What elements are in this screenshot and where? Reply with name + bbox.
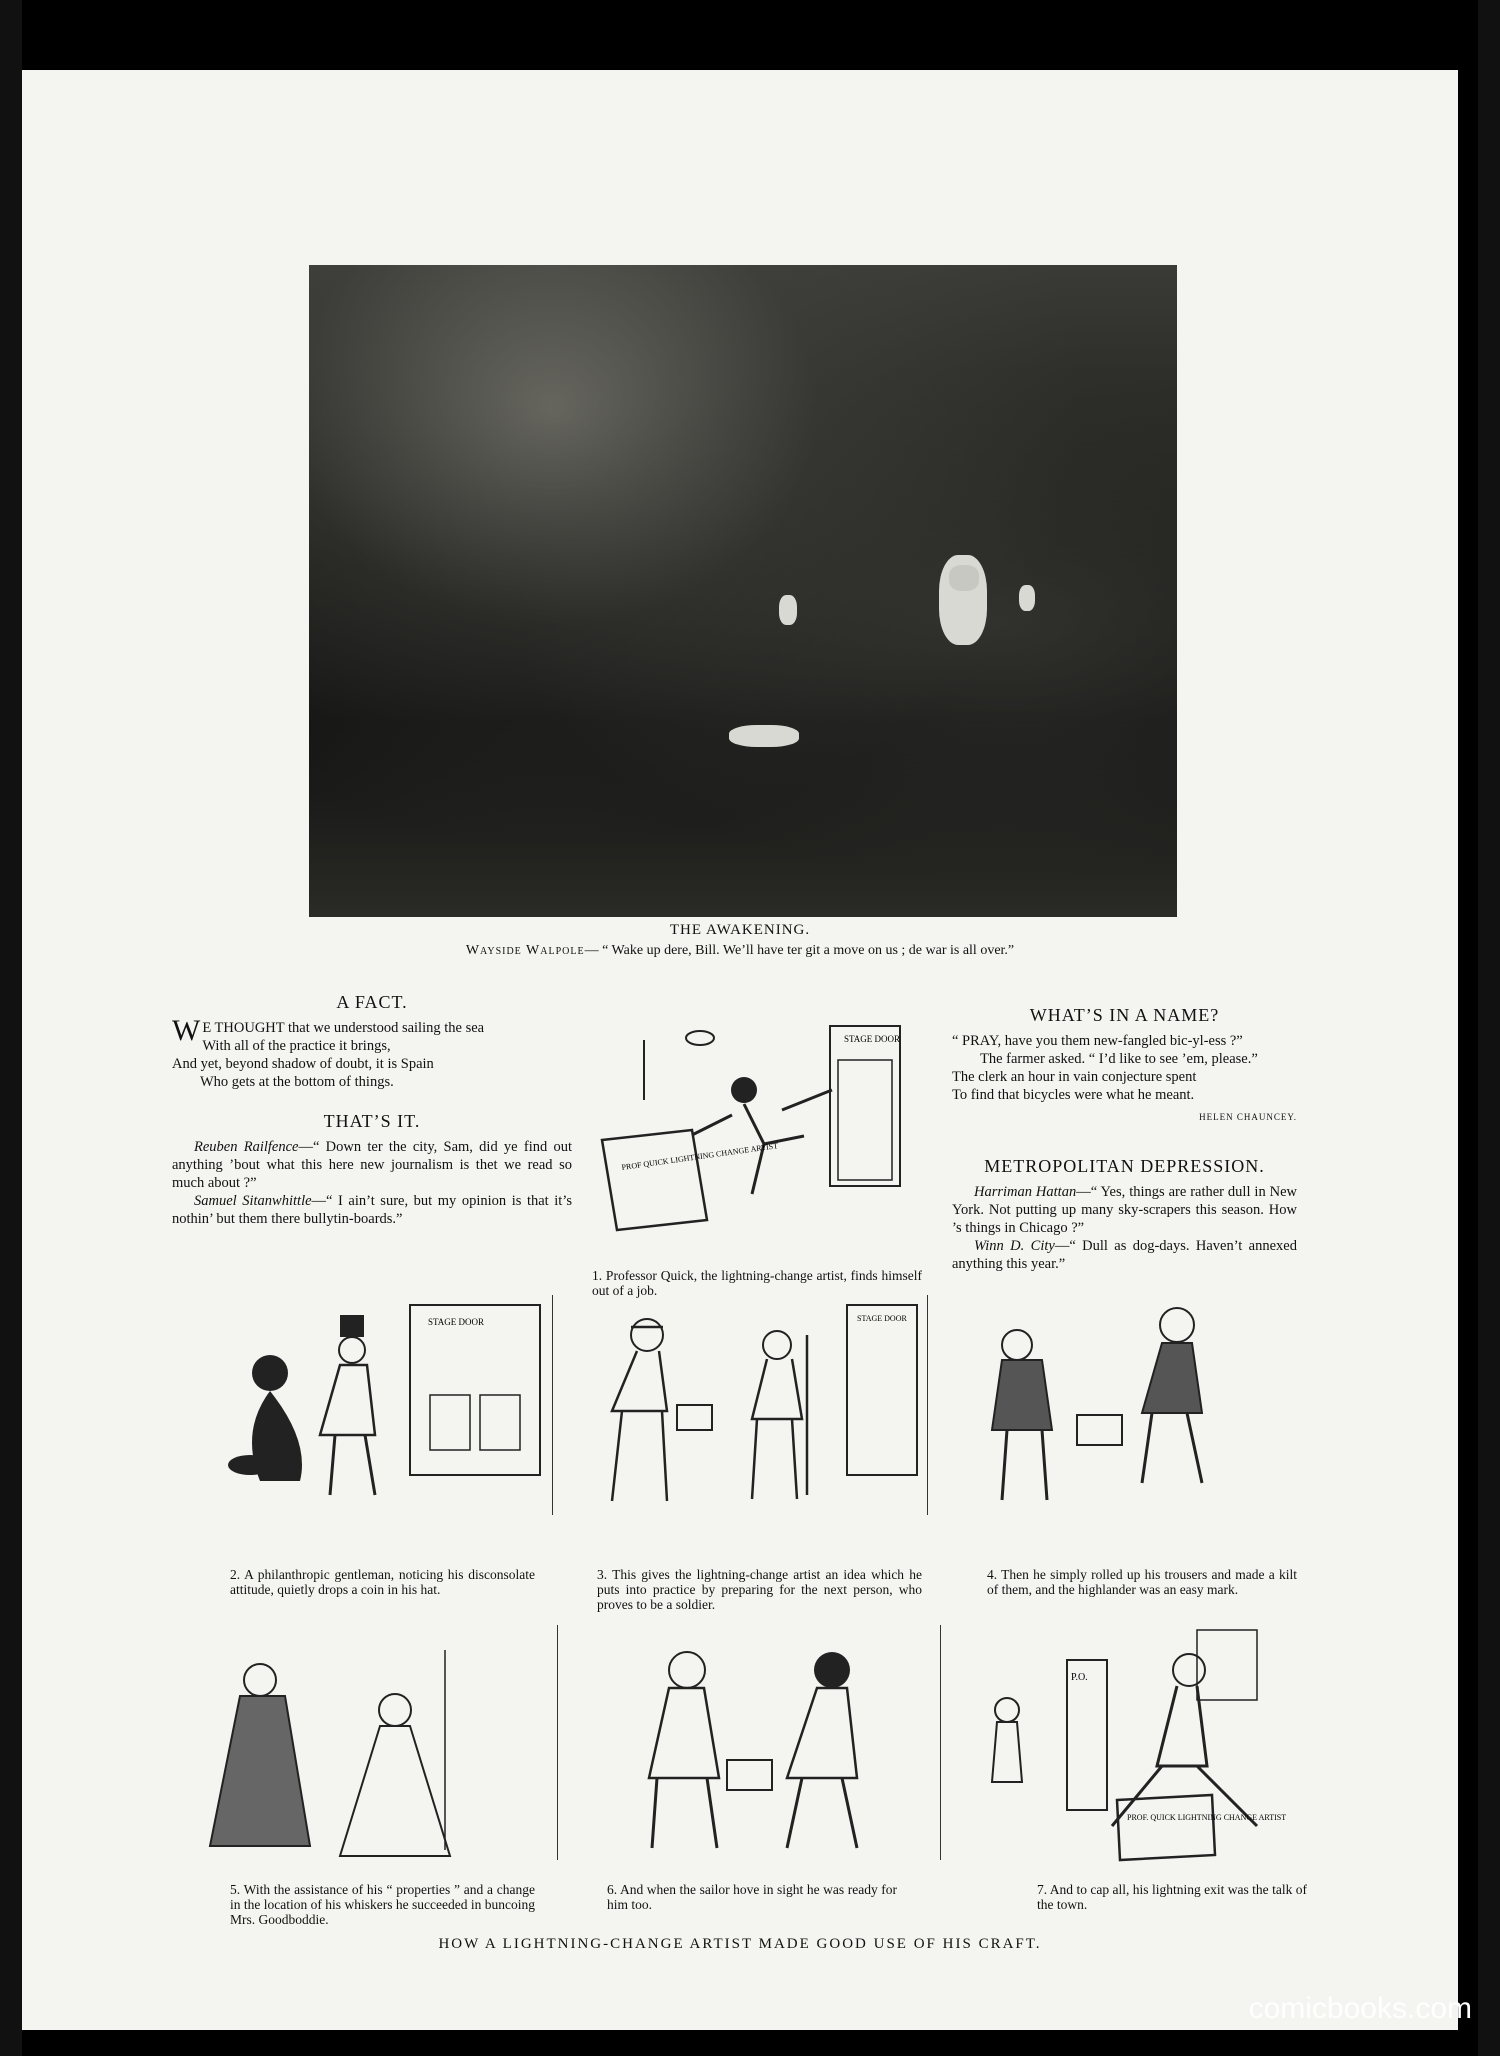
hand-right — [1019, 585, 1035, 611]
photo-quote: — “ Wake up dere, Bill. We’ll have ter git a move on us ; de war is all over.” — [584, 943, 1015, 958]
panel-7 — [957, 1620, 1307, 1912]
photo-caption — [22, 943, 1458, 959]
thats-it-speaker-2: Samuel Sitanwhittle — [194, 1193, 312, 1209]
metro-speaker-1: Harriman Hattan — [974, 1184, 1077, 1200]
panel-7-sign: P.O. — [1071, 1672, 1088, 1683]
panel-2-drawing — [190, 1295, 550, 1540]
metro-para-1 — [952, 1183, 1297, 1237]
panel-6-drawing — [577, 1630, 922, 1875]
panel-7-caption: 7. And to cap all, his lightning exit was the talk of the town. — [1037, 1882, 1307, 1912]
metro-text-1: —“ Yes, things are rather dull in New York. Not putting up many sky-scrapers this season. How ’s things in Chicago ?” — [952, 1184, 1297, 1236]
row-3-rule-2 — [940, 1625, 941, 1860]
fact-line-2: With all of the practice it brings, — [202, 1038, 391, 1054]
panel-3-sign: STAGE DOOR — [857, 1314, 907, 1323]
fact-line-3: And yet, beyond shadow of doubt, it is Spain — [172, 1056, 434, 1072]
thats-it-text-1: —“ Down ter the city, Sam, did ye find out anything ’bout what this here new journalism is thet we read so much about ?” — [172, 1139, 572, 1191]
panel-4-caption: 4. Then he simply rolled up his trousers and made a kilt of them, and the highlander was an easy mark. — [987, 1567, 1297, 1597]
name-poem — [952, 1032, 1297, 1126]
magazine-page — [22, 70, 1458, 2030]
panel-1-drawing — [582, 1020, 922, 1265]
metro-text-2: —“ Dull as dog-days. Haven’t annexed anything this year.” — [952, 1238, 1297, 1272]
photo-title: THE AWAKENING. — [669, 922, 811, 938]
fact-line-4: Who gets at the bottom of things. — [200, 1074, 394, 1090]
panel-2-sign: STAGE DOOR — [428, 1317, 485, 1327]
name-line-4: To find that bicycles were what he meant. — [952, 1087, 1195, 1103]
metro-speaker-2: Winn D. City — [974, 1238, 1055, 1254]
panel-5 — [190, 1630, 550, 1927]
photo-speaker: Wayside Walpole — [465, 943, 585, 958]
panel-5-drawing — [190, 1630, 550, 1875]
tramp-figure-lying — [729, 725, 799, 747]
row-2-rule-1 — [552, 1295, 553, 1515]
panel-3 — [567, 1295, 922, 1612]
name-line-2: The farmer asked. “ I’d like to see ’em, please.” — [980, 1051, 1258, 1067]
panel-1 — [582, 1020, 922, 1298]
panel-2 — [190, 1295, 550, 1597]
watermark: comicbooks.com — [1248, 1992, 1472, 2025]
panel-1-sign: STAGE DOOR — [844, 1034, 901, 1044]
name-line-3: The clerk an hour in vain conjecture spent — [952, 1069, 1197, 1085]
panel-1-bag: PROF QUICK LIGHTNING CHANGE ARTIST — [621, 1141, 779, 1172]
panel-1-caption: 1. Professor Quick, the lightning-change artist, finds himself out of a job. — [592, 1268, 922, 1298]
panel-6 — [577, 1630, 922, 1912]
metro-para-2 — [952, 1237, 1297, 1273]
name-signature: HELEN CHAUNCEY. — [1199, 1112, 1297, 1122]
thats-it-para-1 — [172, 1138, 572, 1192]
thats-it-heading: THAT’S IT. — [323, 1111, 421, 1131]
hand-left — [779, 595, 797, 625]
fact-heading: A FACT. — [336, 992, 408, 1012]
panel-3-caption: 3. This gives the lightning-change artist an idea which he puts into practice by preparing for the next person, who proves to be a soldier. — [597, 1567, 922, 1612]
panel-7-bag: PROF. QUICK LIGHTNING CHANGE ARTIST — [1127, 1813, 1287, 1822]
name-line-1: “ PRAY, have you them new-fangled bic-yl-ess ?” — [952, 1033, 1243, 1049]
right-column — [952, 1005, 1297, 1273]
panel-3-drawing — [567, 1295, 922, 1540]
thats-it-para-2 — [172, 1192, 572, 1228]
scan-edge-left — [0, 0, 22, 2056]
row-2-rule-2 — [927, 1295, 928, 1515]
thats-it-speaker-1: Reuben Railfence — [194, 1139, 299, 1155]
strip-title: HOW A LIGHTNING-CHANGE ARTIST MADE GOOD USE OF HIS CRAFT. — [438, 1936, 1042, 1952]
scan-edge-right — [1478, 0, 1500, 2056]
thats-it-text-2: —“ I ain’t sure, but my opinion is that it’s nothin’ but them there bullytin-boards.” — [172, 1193, 572, 1227]
fact-line-1: E THOUGHT that we understood sailing the sea — [202, 1020, 485, 1036]
left-column — [172, 992, 572, 1228]
fact-drop-cap: W — [172, 1014, 201, 1047]
panel-7-drawing — [957, 1620, 1302, 1875]
metro-heading: METROPOLITAN DEPRESSION. — [984, 1156, 1265, 1176]
panel-5-caption: 5. With the assistance of his “ properties ” and a change in the location of his whiskers he succeeded in buncoing Mrs. Goodboddie. — [230, 1882, 535, 1927]
fact-poem — [172, 1014, 572, 1091]
row-3-rule-1 — [557, 1625, 558, 1860]
panel-4-drawing — [947, 1295, 1302, 1540]
tramp-figure-face — [949, 565, 979, 591]
name-heading: WHAT’S IN A NAME? — [1029, 1005, 1220, 1025]
panel-4 — [947, 1295, 1302, 1597]
panel-6-caption: 6. And when the sailor hove in sight he was ready for him too. — [607, 1882, 897, 1912]
panel-2-caption: 2. A philanthropic gentleman, noticing his disconsolate attitude, quietly drops a coin in his hat. — [230, 1567, 535, 1597]
awakening-photo — [309, 265, 1177, 917]
